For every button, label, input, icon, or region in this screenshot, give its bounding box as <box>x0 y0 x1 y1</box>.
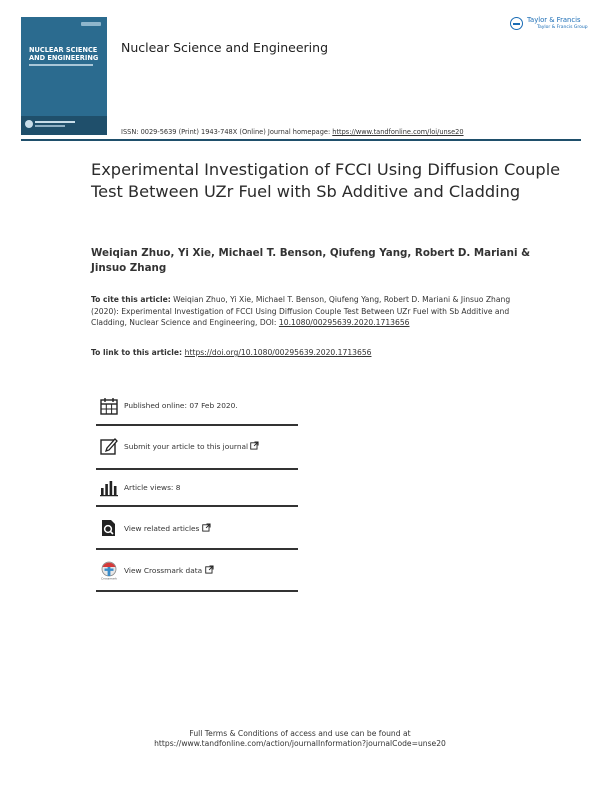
edit-icon <box>99 436 119 456</box>
article-title: Experimental Investigation of FCCI Using Diffusion Couple Test Between UZr Fuel with Sb Additive and Cladding <box>91 160 561 201</box>
info-divider <box>96 505 298 507</box>
cover-society-name-line <box>35 121 75 123</box>
info-divider <box>96 590 298 592</box>
footer-terms-link[interactable]: https://www.tandfonline.com/action/journalInformation?journalCode=unse20 <box>154 739 446 748</box>
journal-cover-image <box>21 17 107 135</box>
crossmark-text: View Crossmark data <box>124 566 203 575</box>
article-link-label: To link to this article: <box>91 348 185 357</box>
related-articles-link[interactable] <box>124 523 211 533</box>
crossmark-icon <box>99 560 119 580</box>
related-articles-text: View related articles <box>124 524 200 533</box>
publisher-logo-name: Taylor & Francis <box>527 16 581 24</box>
external-link-icon <box>250 441 259 450</box>
article-doi-link[interactable]: https://doi.org/10.1080/00295639.2020.1713656 <box>184 348 372 357</box>
submit-article-row[interactable] <box>96 436 298 476</box>
crossmark-link[interactable] <box>124 565 214 575</box>
cover-subtitle-line <box>29 64 93 66</box>
crossmark-row[interactable] <box>96 560 298 600</box>
article-authors: Weiqian Zhuo, Yi Xie, Michael T. Benson, Qiufeng Yang, Robert D. Mariani & Jinsuo Zhang <box>91 247 531 274</box>
article-views-row <box>96 478 298 518</box>
citation-block <box>91 294 521 329</box>
submit-article-text: Submit your article to this journal <box>124 442 249 451</box>
submit-article-link[interactable] <box>124 441 259 451</box>
footer-terms-text: Full Terms & Conditions of access and use can be found at <box>189 729 411 738</box>
info-divider <box>96 424 298 426</box>
journal-homepage-link[interactable]: https://www.tandfonline.com/loi/unse20 <box>332 128 464 136</box>
article-link-line <box>91 348 371 357</box>
citation-doi-link[interactable]: 10.1080/00295639.2020.1713656 <box>278 318 410 327</box>
citation-label: To cite this article: <box>91 295 171 304</box>
related-articles-row[interactable] <box>96 518 298 558</box>
related-articles-icon <box>99 518 119 538</box>
journal-name: Nuclear Science and Engineering <box>121 40 329 55</box>
published-online-row <box>96 396 298 436</box>
cover-issue-badge <box>81 22 101 26</box>
bar-chart-icon <box>99 478 119 498</box>
header-divider <box>21 139 581 141</box>
publisher-logo-group: Taylor & Francis Group <box>537 25 588 30</box>
article-views-text: Article views: 8 <box>124 483 181 492</box>
external-link-icon <box>202 523 211 532</box>
cover-society-name-line <box>35 125 65 127</box>
info-divider <box>96 548 298 550</box>
cover-society-logo-icon <box>25 120 33 128</box>
published-online-text: Published online: 07 Feb 2020. <box>124 401 238 410</box>
svg-text:Crossmark: Crossmark <box>101 576 117 580</box>
publisher-logo-icon <box>510 17 523 30</box>
issn-line <box>121 128 464 136</box>
cover-title: NUCLEAR SCIENCE AND ENGINEERING <box>29 46 99 62</box>
info-divider <box>96 468 298 470</box>
issn-text: ISSN: 0029-5639 (Print) 1943-748X (Online) Journal homepage: <box>121 128 333 136</box>
citation-text: Weiqian Zhuo, Yi Xie, Michael T. Benson, Qiufeng Yang, Robert D. Mariani & Jinsuo Zhang (2020): Experimental Investigation of FCCI Using Diffusion Couple Test Between UZr Fuel with Sb Additive and Cladding, Nuclear Science and Engineering, DOI: <box>91 295 511 327</box>
external-link-icon <box>205 565 214 574</box>
calendar-icon <box>99 396 119 416</box>
publisher-logo[interactable] <box>510 16 588 38</box>
